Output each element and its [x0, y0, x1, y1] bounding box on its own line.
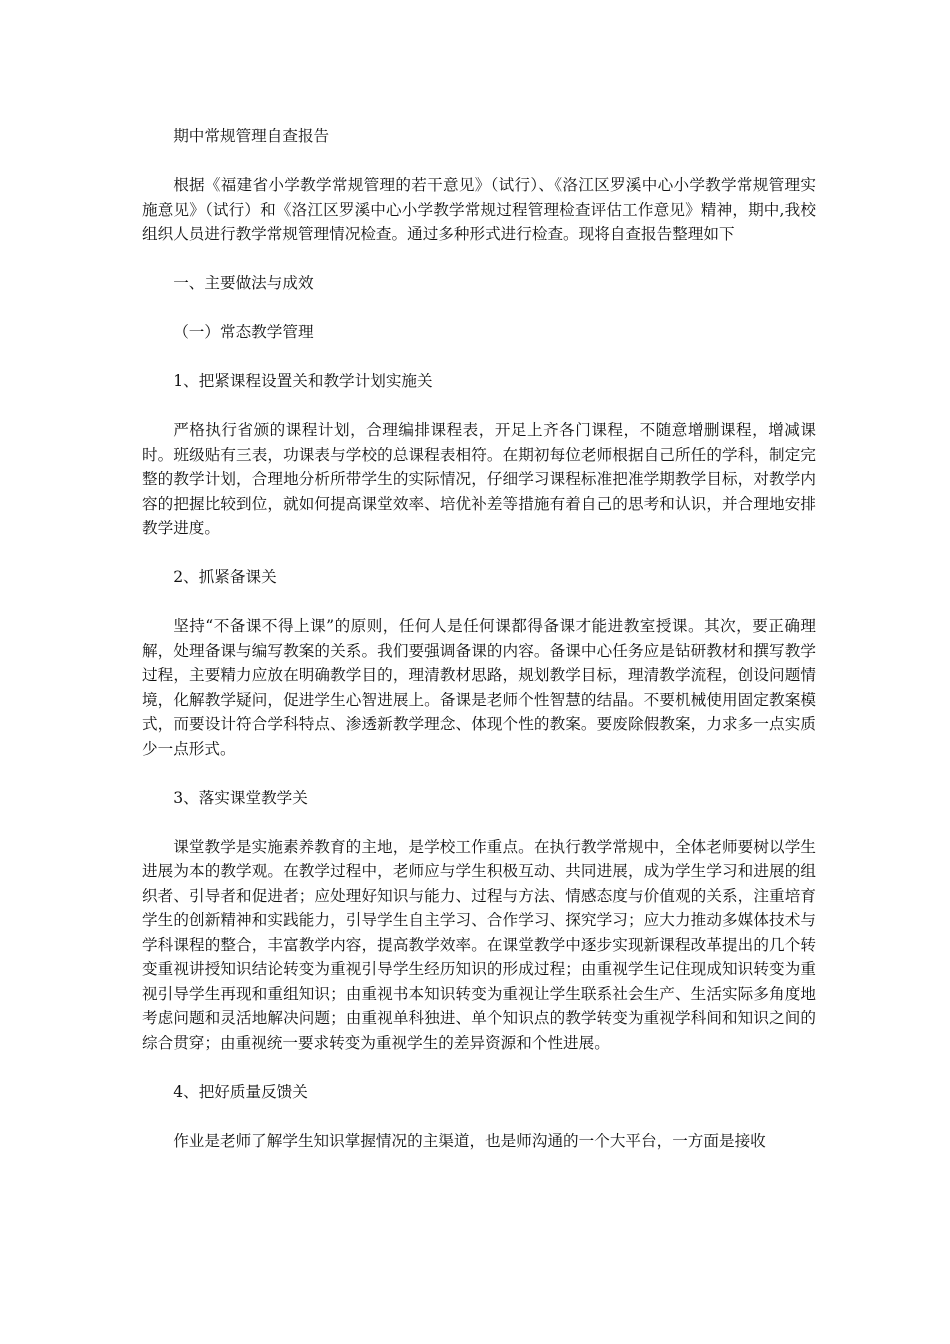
item-heading: 4、把好质量反馈关: [173, 1082, 308, 1101]
item-paragraph: 坚持“不备课不得上课”的原则，任何人是任何课都得备课才能进教室授课。其次，要正确理解，处理备课与编写教案的关系。我们要强调备课的内容。备课中心任务应是钻研教材和撰写教学过程，主要精力应放在明确教学目的，理清教材思路，规划教学目标，理清教学流程，创设问题情境，化解教学疑问，促进学生心智进展上。备课是老师个性智慧的结晶。不要机械使用固定教案模式，而要设计符合学科特点、渗透新教学理念、体现个性的教案。要废除假教案，力求多一点实质少一点形式。: [142, 617, 816, 758]
document-body: [142, 124, 816, 1178]
item-paragraph: 课堂教学是实施素养教育的主地，是学校工作重点。在执行教学常规中，全体老师要树以学生进展为本的教学观。在教学过程中，老师应与学生积极互动、共同进展，成为学生学习和进展的组织者、引导者和促进者；应处理好知识与能力、过程与方法、情感态度与价值观的关系，注重培育学生的创新精神和实践能力，引导学生自主学习、合作学习、探究学习；应大力推动多媒体技术与学科课程的整合，丰富教学内容，提高教学效率。在课堂教学中逐步实现新课程改革提出的几个转变重视讲授知识结论转变为重视引导学生经历知识的形成过程；由重视学生记住现成知识转变为重视引导学生再现和重组知识；由重视书本知识转变为重视让学生联系社会生产、生活实际多角度地考虑问题和灵活地解决问题；由重视单科独进、单个知识点的教学转变为重视学科间和知识之间的综合贯穿；由重视统一要求转变为重视学生的差异资源和个性进展。: [142, 837, 816, 1052]
document-title: 期中常规管理自查报告: [173, 127, 330, 145]
item-heading: 3、落实课堂教学关: [173, 788, 308, 807]
intro-paragraph: 根据《福建省小学教学常规管理的若干意见》（试行）、《洛江区罗溪中心小学教学常规管理实施意见》（试行）和《洛江区罗溪中心小学教学常规过程管理检查评估工作意见》精神，期中,我校组织人员进行教学常规管理情况检查。通过多种形式进行检查。现将自查报告整理如下: [142, 176, 816, 243]
item-paragraph: 严格执行省颁的课程计划，合理编排课程表，开足上齐各门课程，不随意增删课程，增减课时。班级贴有三表，功课表与学校的总课程表相符。在期初每位老师根据自己所任的学科，制定完整的教学计划，合理地分析所带学生的实际情况，仔细学习课程标准把准学期教学目标，对教学内容的把握比较到位，就如何提高课堂效率、培优补差等措施有着自己的思考和认识，并合理地安排教学进度。: [142, 421, 816, 537]
section-heading: 一、主要做法与成效: [173, 274, 314, 292]
item-heading: 1、把紧课程设置关和教学计划实施关: [173, 372, 433, 390]
item-paragraph: 作业是老师了解学生知识掌握情况的主渠道，也是师沟通的一个大平台，一方面是接收: [173, 1131, 766, 1150]
item-heading: 2、抓紧备课关: [173, 568, 277, 586]
subsection-heading: （一）常态教学管理: [173, 323, 314, 341]
